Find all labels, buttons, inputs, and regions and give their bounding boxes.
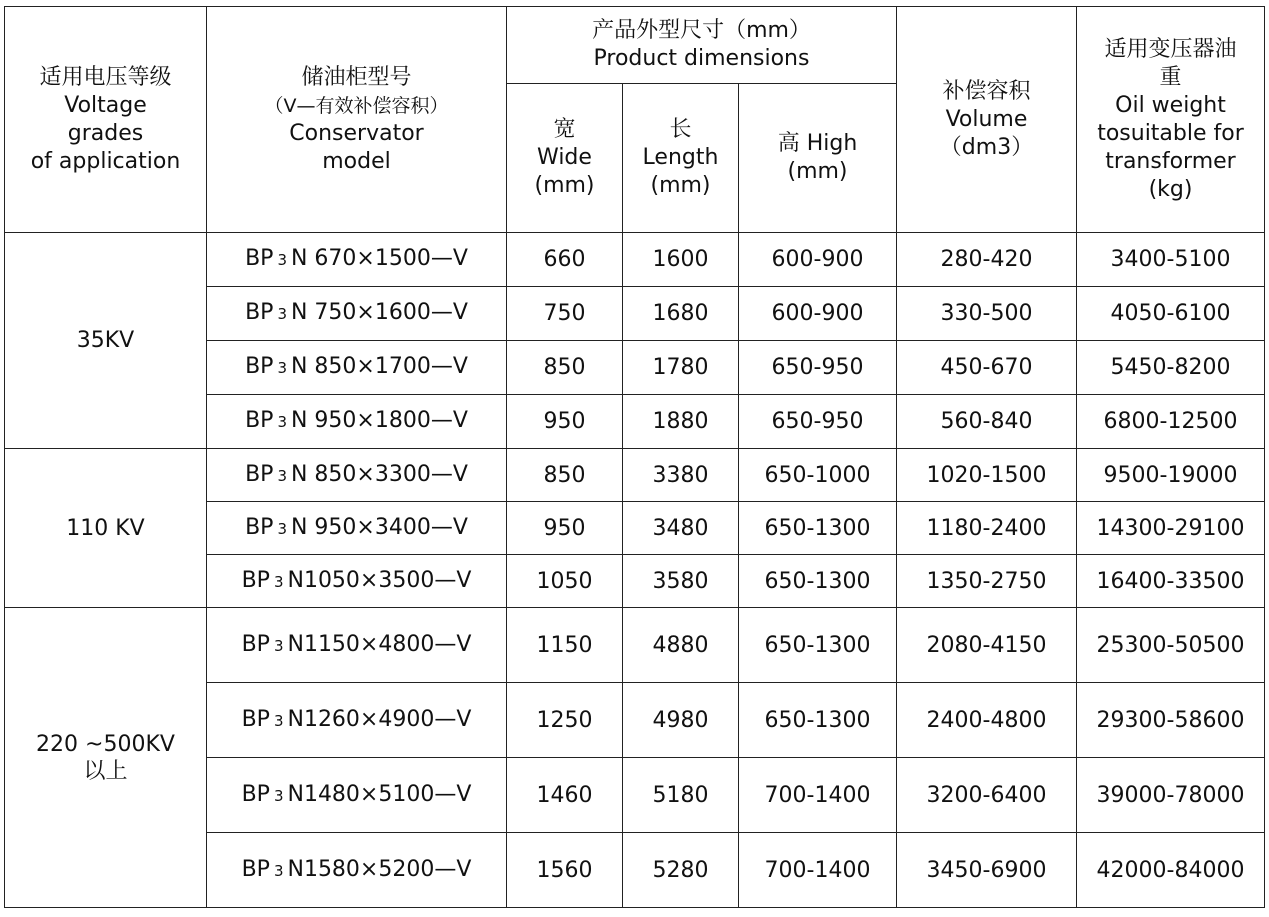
- model-sub: 3: [277, 466, 287, 485]
- header-model-en-1: Conservator: [289, 120, 424, 146]
- header-volume-unit: （dm3）: [939, 134, 1034, 160]
- model-suffix: N 950×1800—V: [290, 408, 468, 433]
- model-prefix: BP: [241, 856, 270, 882]
- height-cell: 650-950: [739, 395, 897, 449]
- voltage-cell-220-500kv: [5, 608, 207, 908]
- model-cell: [207, 449, 507, 502]
- header-volume-cn: 补偿容积: [942, 78, 1031, 104]
- header-volume-en: Volume: [945, 106, 1028, 132]
- oil-weight-cell: 16400-33500: [1077, 555, 1265, 608]
- model-prefix: BP: [245, 300, 274, 325]
- volume-cell: 2080-4150: [897, 608, 1077, 683]
- model-cell: [207, 233, 507, 287]
- model-sub: 3: [277, 305, 287, 323]
- oil-weight-cell: 39000-78000: [1077, 758, 1265, 833]
- model-cell: [207, 683, 507, 758]
- model-suffix: N1150×4800—V: [287, 631, 472, 657]
- header-model-note: （V—有效补偿容积）: [264, 94, 449, 117]
- model-prefix: BP: [241, 631, 270, 657]
- header-oil-weight: [1077, 7, 1265, 233]
- header-model-en-2: model: [322, 148, 391, 174]
- width-cell: 1460: [507, 758, 623, 833]
- header-length: [623, 84, 739, 233]
- voltage-line-2: 以上: [83, 758, 128, 784]
- header-voltage-en-2: grades: [67, 120, 144, 146]
- height-cell: 650-1300: [739, 502, 897, 555]
- header-oil-unit: (kg): [1148, 176, 1193, 202]
- volume-cell: 560-840: [897, 395, 1077, 449]
- model-sub: 3: [277, 251, 287, 269]
- header-width: [507, 84, 623, 233]
- length-cell: 3380: [623, 449, 739, 502]
- header-oil-en-2: tosuitable for: [1097, 120, 1244, 146]
- oil-weight-cell: 3400-5100: [1077, 233, 1265, 287]
- header-width-cn: 宽: [553, 117, 576, 142]
- header-height-unit: (mm): [787, 159, 848, 184]
- volume-cell: 3450-6900: [897, 833, 1077, 908]
- length-cell: 4880: [623, 608, 739, 683]
- length-cell: 4980: [623, 683, 739, 758]
- width-cell: 1250: [507, 683, 623, 758]
- oil-weight-cell: 5450-8200: [1077, 341, 1265, 395]
- model-suffix: N 750×1600—V: [290, 300, 468, 325]
- header-oil-en-3: transformer: [1105, 148, 1236, 174]
- model-cell: [207, 341, 507, 395]
- model-sub: 3: [273, 572, 284, 591]
- voltage-line-1: 220 ~500KV: [36, 731, 175, 757]
- model-cell: [207, 287, 507, 341]
- model-cell: [207, 833, 507, 908]
- length-cell: 1600: [623, 233, 739, 287]
- length-cell: 3480: [623, 502, 739, 555]
- width-cell: 850: [507, 449, 623, 502]
- model-sub: 3: [273, 786, 284, 805]
- model-suffix: N 950×3400—V: [290, 514, 468, 540]
- length-cell: 3580: [623, 555, 739, 608]
- width-cell: 950: [507, 502, 623, 555]
- model-sub: 3: [273, 636, 284, 655]
- conservator-spec-table: [4, 6, 1265, 908]
- header-length-cn: 长: [669, 117, 692, 142]
- height-cell: 600-900: [739, 287, 897, 341]
- model-cell: [207, 502, 507, 555]
- width-cell: 950: [507, 395, 623, 449]
- model-sub: 3: [277, 519, 287, 538]
- header-length-unit: (mm): [650, 173, 711, 198]
- height-cell: 650-1300: [739, 608, 897, 683]
- length-cell: 1880: [623, 395, 739, 449]
- model-prefix: BP: [241, 781, 270, 807]
- volume-cell: 1350-2750: [897, 555, 1077, 608]
- model-suffix: N 670×1500—V: [290, 246, 468, 271]
- volume-cell: 1020-1500: [897, 449, 1077, 502]
- model-cell: [207, 758, 507, 833]
- height-cell: 650-1300: [739, 683, 897, 758]
- oil-weight-cell: 14300-29100: [1077, 502, 1265, 555]
- volume-cell: 280-420: [897, 233, 1077, 287]
- header-width-en: Wide: [537, 145, 592, 170]
- oil-weight-cell: 9500-19000: [1077, 449, 1265, 502]
- table-row: [5, 233, 1265, 287]
- width-cell: 1050: [507, 555, 623, 608]
- table-row: [5, 449, 1265, 502]
- model-suffix: N1050×3500—V: [287, 567, 472, 593]
- length-cell: 1780: [623, 341, 739, 395]
- height-cell: 650-1300: [739, 555, 897, 608]
- model-prefix: BP: [245, 514, 274, 540]
- header-oil-cn-1: 适用变压器油: [1104, 36, 1237, 62]
- voltage-cell-35kv: 35KV: [5, 233, 207, 449]
- model-cell: [207, 555, 507, 608]
- model-prefix: BP: [245, 354, 274, 379]
- header-voltage-en-1: Voltage: [64, 92, 147, 118]
- header-height-label: 高 High: [777, 131, 858, 156]
- header-model-cn: 储油柜型号: [301, 64, 412, 90]
- model-suffix: N1260×4900—V: [287, 706, 472, 732]
- model-prefix: BP: [245, 408, 274, 433]
- height-cell: 650-1000: [739, 449, 897, 502]
- width-cell: 750: [507, 287, 623, 341]
- volume-cell: 2400-4800: [897, 683, 1077, 758]
- oil-weight-cell: 25300-50500: [1077, 608, 1265, 683]
- length-cell: 5180: [623, 758, 739, 833]
- oil-weight-cell: 6800-12500: [1077, 395, 1265, 449]
- header-dimensions: [507, 7, 897, 84]
- header-dimensions-en: Product dimensions: [593, 46, 810, 71]
- width-cell: 850: [507, 341, 623, 395]
- oil-weight-cell: 42000-84000: [1077, 833, 1265, 908]
- model-sub: 3: [273, 711, 284, 730]
- volume-cell: 3200-6400: [897, 758, 1077, 833]
- width-cell: 1560: [507, 833, 623, 908]
- length-cell: 1680: [623, 287, 739, 341]
- model-suffix: N1480×5100—V: [287, 781, 472, 807]
- model-prefix: BP: [245, 461, 274, 487]
- volume-cell: 450-670: [897, 341, 1077, 395]
- model-suffix: N1580×5200—V: [287, 856, 472, 882]
- model-sub: 3: [273, 861, 284, 880]
- volume-cell: 1180-2400: [897, 502, 1077, 555]
- model-prefix: BP: [245, 246, 274, 271]
- model-prefix: BP: [241, 567, 270, 593]
- length-cell: 5280: [623, 833, 739, 908]
- header-voltage-cn: 适用电压等级: [39, 64, 172, 90]
- volume-cell: 330-500: [897, 287, 1077, 341]
- model-cell: [207, 608, 507, 683]
- header-voltage: [5, 7, 207, 233]
- model-suffix: N 850×1700—V: [290, 354, 468, 379]
- table-row: [5, 608, 1265, 683]
- height-cell: 700-1400: [739, 833, 897, 908]
- header-length-en: Length: [642, 145, 719, 170]
- height-cell: 600-900: [739, 233, 897, 287]
- width-cell: 660: [507, 233, 623, 287]
- width-cell: 1150: [507, 608, 623, 683]
- header-volume: [897, 7, 1077, 233]
- header-model: [207, 7, 507, 233]
- header-voltage-en-3: of application: [30, 148, 181, 174]
- model-cell: [207, 395, 507, 449]
- voltage-cell-110kv: 110 KV: [5, 449, 207, 608]
- model-prefix: BP: [241, 706, 270, 732]
- header-width-unit: (mm): [534, 173, 595, 198]
- model-sub: 3: [277, 413, 287, 431]
- model-suffix: N 850×3300—V: [290, 461, 468, 487]
- header-oil-cn-2: 重: [1159, 64, 1182, 90]
- oil-weight-cell: 29300-58600: [1077, 683, 1265, 758]
- header-dimensions-cn: 产品外型尺寸（mm）: [592, 18, 811, 43]
- header-oil-en-1: Oil weight: [1115, 92, 1226, 118]
- oil-weight-cell: 4050-6100: [1077, 287, 1265, 341]
- model-sub: 3: [277, 359, 287, 377]
- height-cell: 700-1400: [739, 758, 897, 833]
- header-height: [739, 84, 897, 233]
- height-cell: 650-950: [739, 341, 897, 395]
